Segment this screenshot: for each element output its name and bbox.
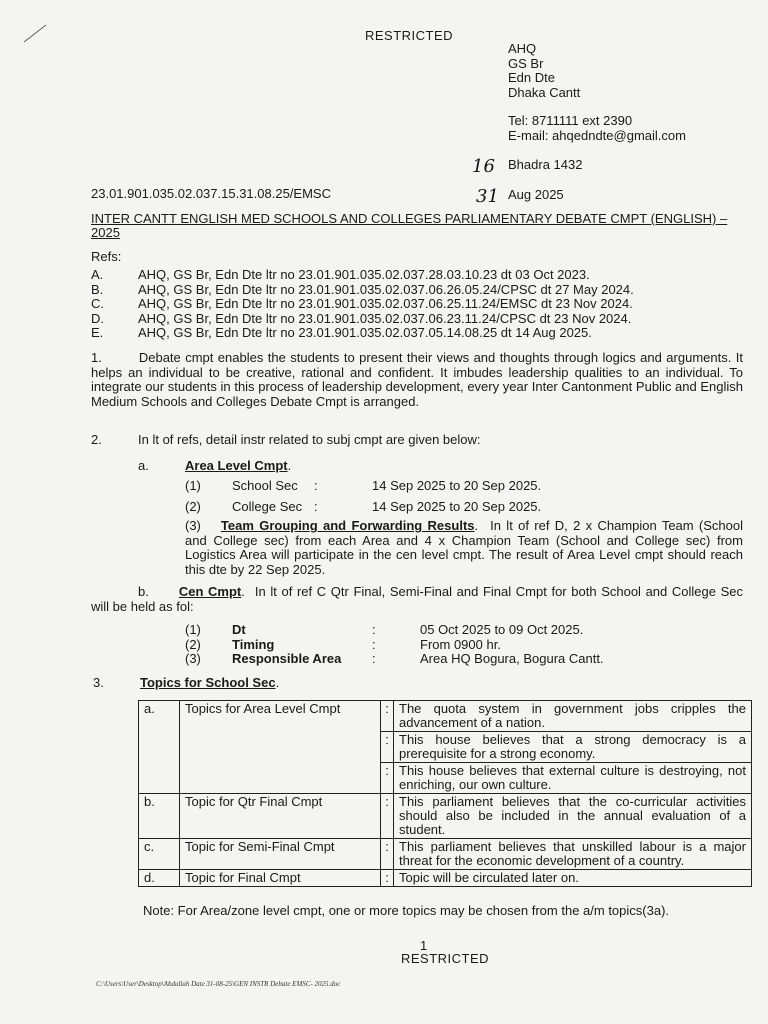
table-row: : This house believes that a strong democracy is a prerequisite for a strong economy. <box>139 732 752 763</box>
cen-cmpt-para: b. Cen Cmpt. In lt of ref C Qtr Final, Semi-Final and Final Cmpt for both School and College Sec will be held as fol: <box>91 584 744 614</box>
footer-classification: RESTRICTED <box>401 951 490 966</box>
telephone: Tel: 8711111 ext 2390 <box>508 113 633 128</box>
topics-title: Topics for School Sec. <box>140 675 280 690</box>
subpara-key: a. <box>138 458 149 473</box>
ref-item: C. AHQ, GS Br, Edn Dte ltr no 23.01.901.035.02.037.06.25.11.24/EMSC dt 23 Nov 2024. <box>91 296 633 311</box>
address-line: GS Br <box>508 55 544 71</box>
sender-address <box>508 42 580 100</box>
file-path: C:\Users\User\Desktop\Abdullah Date 31-08-25\GEN INSTR Debate EMSC- 2025.doc <box>96 980 341 988</box>
table-row: c. Topic for Semi-Final Cmpt : This parliament believes that unskilled labour is a major threat for the economic development of a country. <box>139 839 752 870</box>
team-grouping-para: (3) Team Grouping and Forwarding Results. In lt of ref D, 2 x Champion Team (School and College sec) from each Area and 4 x Champion Team (School and College sec) from Logistics Area will participate in the cen level cmpt. The result of Area Level cmpt should reach this dte by 22 Sep 2025. <box>185 518 744 577</box>
para-text: Debate cmpt enables the students to present their views and thoughts through logics and arguments. It helps an individual to be creative, rational and confident. It imbudes leadership qualities to an individual. To integrate our students in this process of leadership development, every year Inter Cantonment Public and English Medium Schools and Colleges Debate Cmpt is arranged. <box>91 350 743 409</box>
address-line: AHQ <box>508 41 537 56</box>
cen-area-row: (3) Responsible Area : Area HQ Bogura, Bogura Cantt. <box>185 651 604 666</box>
paragraph-1 <box>91 351 743 409</box>
table-row: : This house believes that external culture is destroying, not enriching, our own culture. <box>139 763 752 794</box>
ref-item: B. AHQ, GS Br, Edn Dte ltr no 23.01.901.035.02.037.06.26.05.24/CPSC dt 27 May 2024. <box>91 281 634 297</box>
refs-list <box>91 268 634 341</box>
college-sec-row: (2) College Sec : 14 Sep 2025 to 20 Sep 2025. <box>185 499 542 514</box>
note: Note: For Area/zone level cmpt, one or more topics may be chosen from the a/m topics(3a). <box>143 903 670 918</box>
handwritten-day: 31 <box>476 186 499 207</box>
page-number: 1 <box>420 938 428 953</box>
cen-cmpt-title: Cen Cmpt <box>178 584 242 599</box>
paragraph-3-number: 3. <box>93 675 104 690</box>
ref-item: D. AHQ, GS Br, Edn Dte ltr no 23.01.901.035.02.037.06.23.11.24/CPSC dt 23 Nov 2024. <box>91 310 632 326</box>
team-grouping-title: Team Grouping and Forwarding Results <box>220 518 475 533</box>
address-line: Dhaka Cantt <box>508 84 581 100</box>
english-date: Aug 2025 <box>508 187 564 202</box>
header-classification: RESTRICTED <box>365 28 454 43</box>
paragraph-2-text: In lt of refs, detail instr related to subj cmpt are given below: <box>138 432 481 447</box>
subject-line: INTER CANTT ENGLISH MED SCHOOLS AND COLLEGES PARLIAMENTARY DEBATE CMPT (ENGLISH) – 2025 <box>91 211 728 240</box>
ref-item: A. AHQ, GS Br, Edn Dte ltr no 23.01.901.035.02.037.28.03.10.23 dt 03 Oct 2023. <box>91 267 590 282</box>
para-number: 1. <box>91 350 102 365</box>
cen-timing-row: (2) Timing : From 0900 hr. <box>185 637 501 652</box>
bengali-date: Bhadra 1432 <box>508 157 583 172</box>
topics-table <box>138 700 752 887</box>
email: E-mail: ahqedndte@gmail.com <box>508 127 686 143</box>
cen-dt-row: (1) Dt : 05 Oct 2025 to 09 Oct 2025. <box>185 622 584 637</box>
ref-item: E. AHQ, GS Br, Edn Dte ltr no 23.01.901.035.02.037.05.14.08.25 dt 14 Aug 2025. <box>91 325 592 340</box>
pen-mark <box>22 22 48 44</box>
table-row: b. Topic for Qtr Final Cmpt : This parliament believes that the co-curricular activities should also be included in the annual evaluation of a student. <box>139 794 752 839</box>
refs-label: Refs: <box>91 249 122 264</box>
handwritten-day: 16 <box>472 156 495 177</box>
file-number: 23.01.901.035.02.037.15.31.08.25/EMSC <box>91 186 331 201</box>
paragraph-2-number: 2. <box>91 432 102 447</box>
address-line: Edn Dte <box>508 70 555 85</box>
table-row: d. Topic for Final Cmpt : Topic will be circulated later on. <box>139 870 752 887</box>
table-row: a. Topics for Area Level Cmpt : The quota system in government jobs cripples the advancement of a nation. <box>139 701 752 732</box>
contact-info <box>508 114 686 143</box>
school-sec-row: (1) School Sec : 14 Sep 2025 to 20 Sep 2025. <box>185 478 542 493</box>
area-level-title: Area Level Cmpt. <box>185 458 292 473</box>
